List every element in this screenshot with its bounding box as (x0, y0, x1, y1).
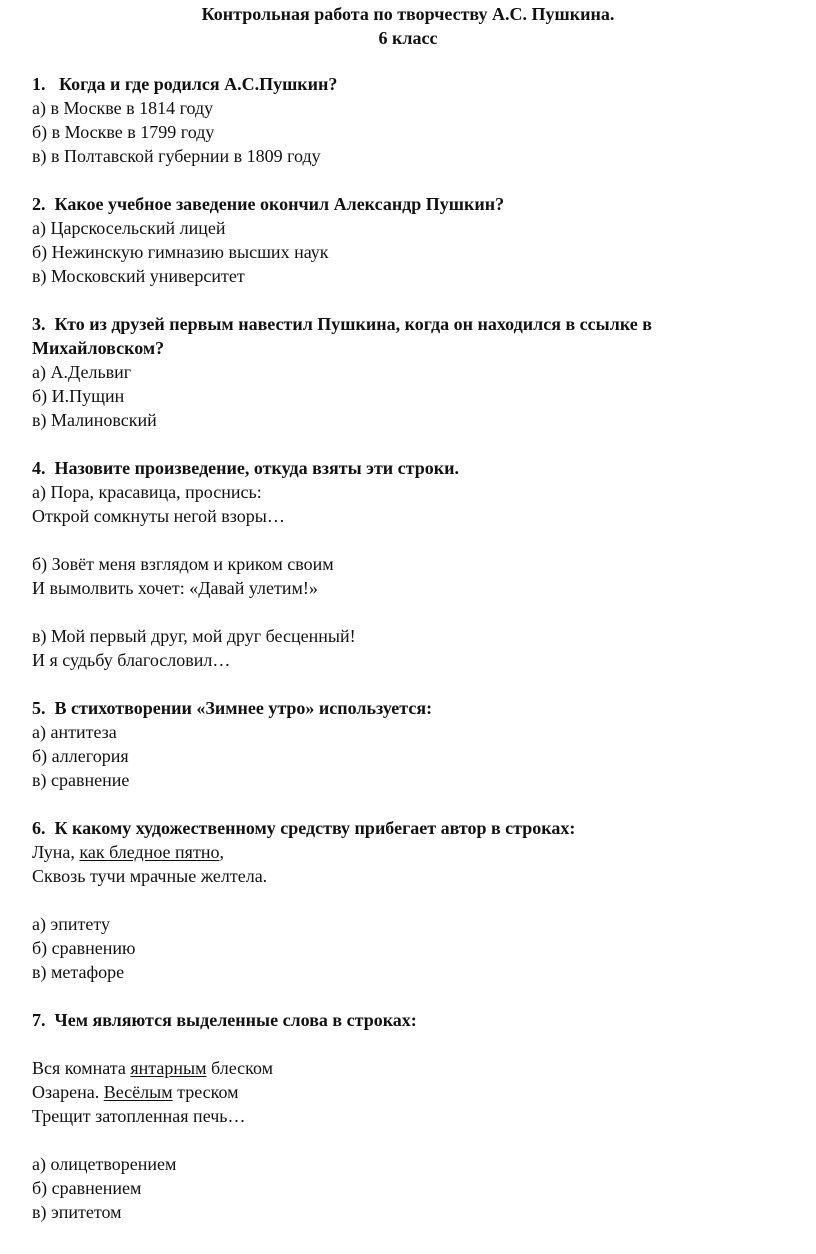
question-text: Назовите произведение, откуда взяты эти строки. (54, 458, 459, 478)
answer-option: а) эпитету (32, 914, 110, 934)
answer-option: б) Нежинскую гимназию высших наук (32, 242, 329, 262)
question-6 (32, 818, 575, 839)
answer-option: в) Малиновский (32, 410, 157, 430)
answer-option: б) аллегория (32, 746, 129, 766)
question-4 (32, 458, 459, 479)
answer-option: в) эпитетом (32, 1202, 122, 1222)
question-2 (32, 194, 504, 215)
answer-option: б) сравнением (32, 1178, 142, 1198)
question-number: 7. (32, 1010, 46, 1030)
answer-option: б) в Москве в 1799 году (32, 122, 215, 142)
answer-option: в) Мой первый друг, мой друг бесценный! (32, 626, 356, 646)
answer-option: б) Зовёт меня взглядом и криком своим (32, 554, 334, 574)
verse-text: блеском (206, 1058, 273, 1078)
question-number: 6. (32, 818, 46, 838)
question-number: 4. (32, 458, 46, 478)
verse-text: Луна, (32, 842, 80, 862)
grade-label: 6 класс (378, 28, 438, 48)
answer-option: б) И.Пущин (32, 386, 125, 406)
answer-option: а) Пора, красавица, проснись: (32, 482, 262, 502)
question-7 (32, 1010, 417, 1031)
question-text: Когда и где родился А.С.Пушкин? (59, 74, 338, 94)
verse-line: Сквозь тучи мрачные желтела. (32, 866, 268, 886)
question-number: 2. (32, 194, 46, 214)
answer-option: а) олицетворением (32, 1154, 177, 1174)
question-text: Какое учебное заведение окончил Александр Пушкин? (54, 194, 505, 214)
verse-line (32, 1082, 239, 1103)
answer-option: в) сравнение (32, 770, 130, 790)
answer-option: а) в Москве в 1814 году (32, 98, 214, 118)
question-5 (32, 698, 432, 719)
question-number: 1. (32, 74, 46, 94)
question-number: 5. (32, 698, 46, 718)
answer-option: в) метафоре (32, 962, 125, 982)
question-number: 3. (32, 314, 46, 334)
verse-line: И я судьбу благословил… (32, 650, 231, 670)
question-text: Чем являются выделенные слова в строках: (54, 1010, 417, 1030)
question-text: К какому художественному средству прибегает автор в строках: (54, 818, 576, 838)
underlined-word: янтарным (130, 1058, 207, 1078)
verse-text: , (219, 842, 224, 862)
answer-option: в) в Полтавской губернии в 1809 году (32, 146, 321, 166)
verse-line (32, 1058, 273, 1079)
answer-option: а) А.Дельвиг (32, 362, 132, 382)
page-title: Контрольная работа по творчеству А.С. Пушкина. (201, 4, 615, 24)
answer-option: б) сравнению (32, 938, 136, 958)
answer-option: а) Царскосельский лицей (32, 218, 226, 238)
question-text: Кто из друзей первым навестил Пушкина, когда он находился в ссылке в (54, 314, 652, 334)
verse-text: треском (172, 1082, 239, 1102)
underlined-phrase: как бледное пятно (79, 842, 220, 862)
verse-line: Трещит затопленная печь… (32, 1106, 246, 1126)
verse-text: Вся комната (32, 1058, 131, 1078)
answer-option: в) Московский университет (32, 266, 245, 286)
verse-text: Озарена. (32, 1082, 104, 1102)
verse-line (32, 842, 224, 863)
answer-option: а) антитеза (32, 722, 117, 742)
question-3 (32, 314, 652, 335)
verse-line: Открой сомкнуты негой взоры… (32, 506, 285, 526)
verse-line: И вымолвить хочет: «Давай улетим!» (32, 578, 318, 598)
question-text-continued: Михайловском? (32, 338, 165, 358)
question-1 (32, 74, 337, 95)
question-text: В стихотворении «Зимнее утро» используется: (54, 698, 433, 718)
underlined-word: Весёлым (103, 1082, 173, 1102)
